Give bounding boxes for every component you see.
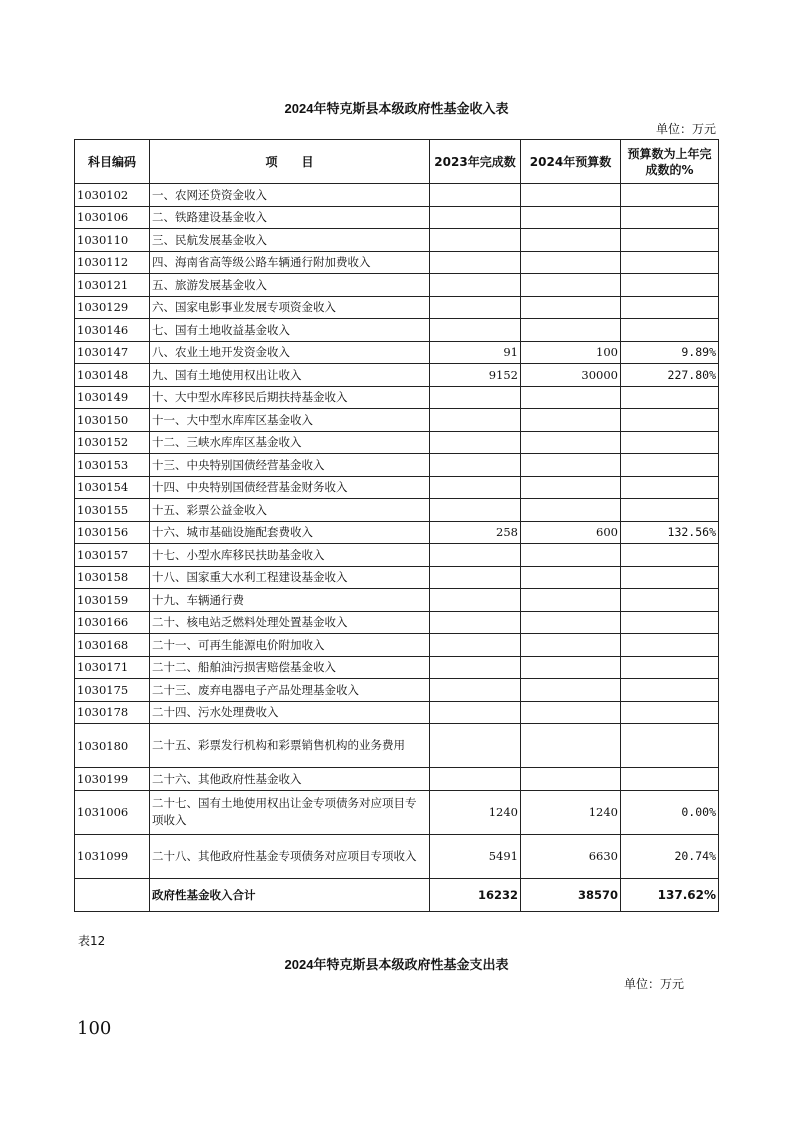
row-ratio: [621, 611, 719, 634]
header-ratio-line2: 成数的%: [645, 162, 694, 177]
row-2024-value: [521, 229, 621, 252]
table-row: [75, 656, 719, 679]
row-item-name: 二十六、其他政府性基金收入: [150, 768, 430, 791]
row-item-name: 二十三、废弃电器电子产品处理基金收入: [150, 679, 430, 702]
table-row: [75, 296, 719, 319]
row-ratio: [621, 184, 719, 207]
row-2023-value: [430, 544, 521, 567]
row-code: 1031006: [75, 790, 150, 834]
row-2024-value: [521, 701, 621, 724]
row-code: 1030155: [75, 499, 150, 522]
row-code: 1030153: [75, 454, 150, 477]
row-code: 1030180: [75, 724, 150, 768]
row-item-name: 十三、中央特别国债经营基金收入: [150, 454, 430, 477]
table-row: [75, 476, 719, 499]
row-code: 1030159: [75, 589, 150, 612]
revenue-table: [74, 139, 719, 912]
table-row: [75, 431, 719, 454]
row-ratio: [621, 476, 719, 499]
row-item-name: 六、国家电影事业发展专项资金收入: [150, 296, 430, 319]
row-2024-value: [521, 251, 621, 274]
row-2024-value: [521, 611, 621, 634]
row-ratio: [621, 544, 719, 567]
row-item-name: 十九、车辆通行费: [150, 589, 430, 612]
row-2023-value: 258: [430, 521, 521, 544]
row-2023-value: [430, 319, 521, 342]
row-2024-value: [521, 319, 621, 342]
row-item-name: 二、铁路建设基金收入: [150, 206, 430, 229]
row-code: 1030146: [75, 319, 150, 342]
row-item-name: 二十一、可再生能源电价附加收入: [150, 634, 430, 657]
table-row: [75, 409, 719, 432]
row-code: 1030178: [75, 701, 150, 724]
row-ratio: [621, 589, 719, 612]
row-item-name: 二十八、其他政府性基金专项债务对应项目专项收入: [150, 834, 430, 878]
table-row: [75, 768, 719, 791]
row-code: 1030171: [75, 656, 150, 679]
row-2024-value: [521, 634, 621, 657]
row-ratio: [621, 206, 719, 229]
row-item-name: 三、民航发展基金收入: [150, 229, 430, 252]
table-row: [75, 679, 719, 702]
row-2023-value: [430, 724, 521, 768]
row-item-name: 二十四、污水处理费收入: [150, 701, 430, 724]
table-row: [75, 206, 719, 229]
table-row: [75, 611, 719, 634]
row-2023-value: 5491: [430, 834, 521, 878]
row-code: 1030158: [75, 566, 150, 589]
row-code: 1030156: [75, 521, 150, 544]
row-item-name: 一、农网还贷资金收入: [150, 184, 430, 207]
row-code: 1030129: [75, 296, 150, 319]
row-code: 1030112: [75, 251, 150, 274]
table-row: [75, 341, 719, 364]
row-ratio: 20.74%: [621, 834, 719, 878]
row-2023-value: [430, 634, 521, 657]
row-2023-value: [430, 454, 521, 477]
table-row: [75, 521, 719, 544]
row-2024-value: 1240: [521, 790, 621, 834]
row-item-name: 二十二、船舶油污损害赔偿基金收入: [150, 656, 430, 679]
header-ratio-line1: 预算数为上年完: [627, 146, 712, 161]
row-ratio: [621, 229, 719, 252]
row-ratio: [621, 634, 719, 657]
header-item: 项 目: [150, 140, 430, 184]
row-2024-value: [521, 431, 621, 454]
row-2023-value: [430, 251, 521, 274]
row-item-name: 七、国有土地收益基金收入: [150, 319, 430, 342]
row-item-name: 十六、城市基础设施配套费收入: [150, 521, 430, 544]
total-2024-value: 38570: [521, 878, 621, 911]
row-item-name: 十二、三峡水库库区基金收入: [150, 431, 430, 454]
table-row: [75, 274, 719, 297]
row-2023-value: [430, 229, 521, 252]
row-2023-value: [430, 386, 521, 409]
total-row: [75, 878, 719, 911]
row-2024-value: [521, 184, 621, 207]
header-2024: 2024年预算数: [521, 140, 621, 184]
row-ratio: [621, 679, 719, 702]
row-2023-value: 91: [430, 341, 521, 364]
row-code: 1030175: [75, 679, 150, 702]
row-2023-value: [430, 656, 521, 679]
row-item-name: 十四、中央特别国债经营基金财务收入: [150, 476, 430, 499]
row-item-name: 十一、大中型水库库区基金收入: [150, 409, 430, 432]
row-code: 1030168: [75, 634, 150, 657]
table-row: [75, 724, 719, 768]
row-ratio: [621, 274, 719, 297]
header-code: 科目编码: [75, 140, 150, 184]
row-2024-value: [521, 454, 621, 477]
row-ratio: 0.00%: [621, 790, 719, 834]
table-row: [75, 834, 719, 878]
row-ratio: [621, 499, 719, 522]
row-2024-value: [521, 386, 621, 409]
row-code: 1030102: [75, 184, 150, 207]
table-row: [75, 790, 719, 834]
row-item-name: 四、海南省高等级公路车辆通行附加费收入: [150, 251, 430, 274]
row-ratio: [621, 454, 719, 477]
row-code: 1030149: [75, 386, 150, 409]
revenue-table-title: 2024年特克斯县本级政府性基金收入表: [284, 101, 509, 116]
row-code: 1030154: [75, 476, 150, 499]
row-2024-value: [521, 544, 621, 567]
row-ratio: 132.56%: [621, 521, 719, 544]
row-2024-value: [521, 296, 621, 319]
row-2024-value: [521, 274, 621, 297]
table-row: [75, 364, 719, 387]
row-2024-value: [521, 206, 621, 229]
row-item-name: 十八、国家重大水利工程建设基金收入: [150, 566, 430, 589]
header-row: [75, 140, 719, 184]
row-2023-value: [430, 431, 521, 454]
row-ratio: [621, 296, 719, 319]
row-2023-value: [430, 184, 521, 207]
page-number: 100: [77, 1018, 112, 1039]
row-2024-value: [521, 409, 621, 432]
header-ratio: [621, 140, 719, 184]
row-ratio: [621, 566, 719, 589]
row-code: 1030157: [75, 544, 150, 567]
row-2023-value: [430, 409, 521, 432]
row-code: 1031099: [75, 834, 150, 878]
expenditure-unit-label: 单位：万元: [624, 977, 685, 991]
row-2023-value: 9152: [430, 364, 521, 387]
row-2023-value: [430, 589, 521, 612]
row-ratio: [621, 656, 719, 679]
row-2024-value: [521, 476, 621, 499]
table-row: [75, 634, 719, 657]
table-row: [75, 184, 719, 207]
row-code: 1030110: [75, 229, 150, 252]
total-2023-value: 16232: [430, 878, 521, 911]
row-ratio: [621, 431, 719, 454]
row-2024-value: [521, 566, 621, 589]
row-item-name: 十、大中型水库移民后期扶持基金收入: [150, 386, 430, 409]
row-2024-value: 100: [521, 341, 621, 364]
row-code: 1030121: [75, 274, 150, 297]
row-ratio: [621, 251, 719, 274]
row-code: 1030199: [75, 768, 150, 791]
row-item-name: 九、国有土地使用权出让收入: [150, 364, 430, 387]
row-ratio: [621, 768, 719, 791]
row-code: 1030150: [75, 409, 150, 432]
table-row: [75, 589, 719, 612]
row-code: 1030106: [75, 206, 150, 229]
row-2024-value: [521, 724, 621, 768]
row-2023-value: [430, 206, 521, 229]
row-2024-value: [521, 499, 621, 522]
row-ratio: [621, 386, 719, 409]
row-ratio: 227.80%: [621, 364, 719, 387]
row-2024-value: [521, 656, 621, 679]
row-2023-value: [430, 611, 521, 634]
row-code: 1030166: [75, 611, 150, 634]
row-item-name: 十五、彩票公益金收入: [150, 499, 430, 522]
row-2023-value: [430, 679, 521, 702]
row-ratio: [621, 319, 719, 342]
row-item-name: 二十七、国有土地使用权出让金专项债务对应项目专项收入: [150, 790, 430, 834]
row-item-name: 十七、小型水库移民扶助基金收入: [150, 544, 430, 567]
row-item-name: 二十五、彩票发行机构和彩票销售机构的业务费用: [150, 724, 430, 768]
row-2023-value: [430, 274, 521, 297]
total-ratio: 137.62%: [621, 878, 719, 911]
header-2023: 2023年完成数: [430, 140, 521, 184]
table-row: [75, 454, 719, 477]
row-code: 1030148: [75, 364, 150, 387]
row-item-name: 八、农业土地开发资金收入: [150, 341, 430, 364]
expenditure-table-title: 2024年特克斯县本级政府性基金支出表: [284, 957, 509, 972]
row-2024-value: 6630: [521, 834, 621, 878]
row-ratio: [621, 724, 719, 768]
row-ratio: 9.89%: [621, 341, 719, 364]
table-row: [75, 499, 719, 522]
row-2023-value: [430, 768, 521, 791]
row-ratio: [621, 409, 719, 432]
revenue-unit-label: 单位：万元: [655, 122, 716, 136]
table-row: [75, 701, 719, 724]
table-row: [75, 566, 719, 589]
row-item-name: 五、旅游发展基金收入: [150, 274, 430, 297]
row-2023-value: [430, 566, 521, 589]
table-row: [75, 229, 719, 252]
row-2024-value: 30000: [521, 364, 621, 387]
row-2024-value: [521, 679, 621, 702]
row-code: 1030147: [75, 341, 150, 364]
row-ratio: [621, 701, 719, 724]
total-label: 政府性基金收入合计: [150, 878, 430, 911]
row-2024-value: [521, 589, 621, 612]
total-code: [75, 878, 150, 911]
row-2023-value: [430, 296, 521, 319]
row-2023-value: [430, 476, 521, 499]
row-2024-value: 600: [521, 521, 621, 544]
table-row: [75, 319, 719, 342]
next-table-label: 表12: [78, 934, 106, 948]
table-row: [75, 386, 719, 409]
row-2024-value: [521, 768, 621, 791]
row-item-name: 二十、核电站乏燃料处理处置基金收入: [150, 611, 430, 634]
table-row: [75, 544, 719, 567]
row-code: 1030152: [75, 431, 150, 454]
row-2023-value: [430, 499, 521, 522]
table-row: [75, 251, 719, 274]
row-2023-value: [430, 701, 521, 724]
row-2023-value: 1240: [430, 790, 521, 834]
